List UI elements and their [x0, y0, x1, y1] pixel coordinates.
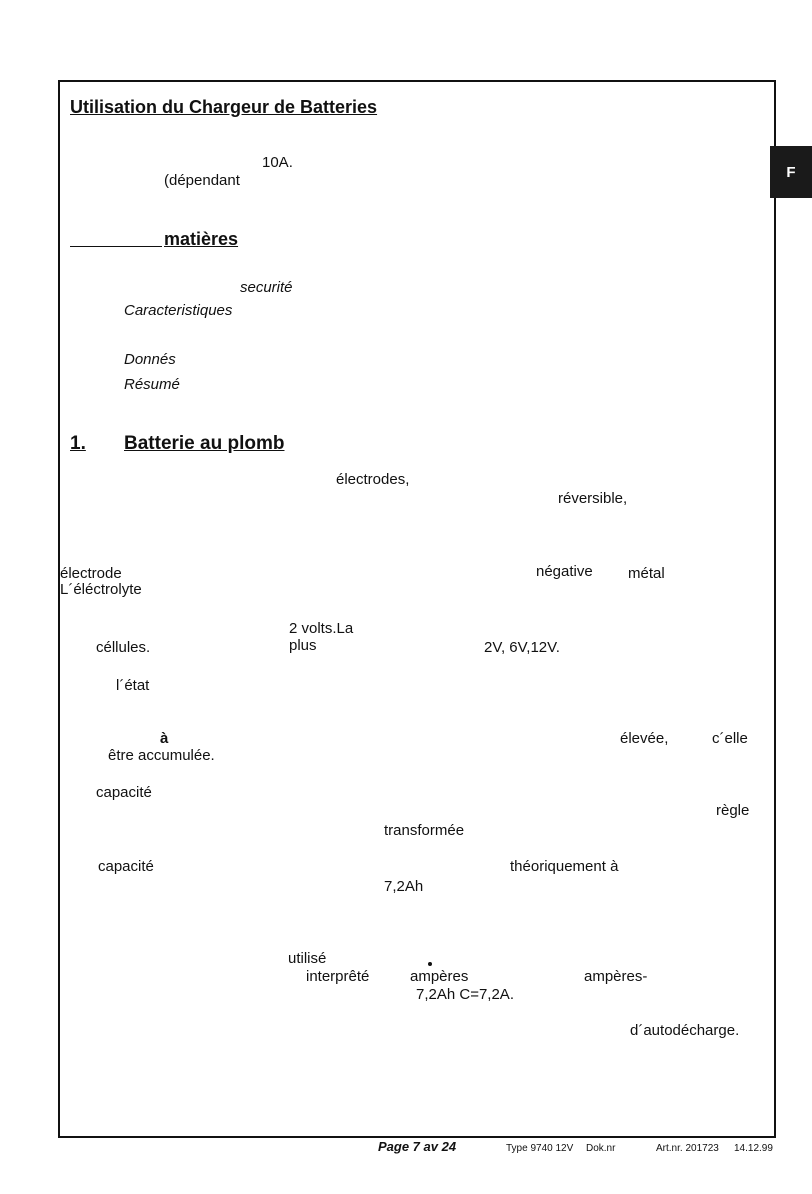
text-fragment: capacité [96, 784, 152, 801]
toc-item: securité [240, 279, 293, 296]
footer-dok: Dok.nr [586, 1143, 616, 1154]
footer-date: 14.12.99 [734, 1143, 773, 1154]
text-fragment: élevée, [620, 730, 669, 747]
toc-item: Caracteristiques [124, 302, 233, 319]
toc-heading: matières [164, 229, 239, 249]
text-fragment: 2V, 6V,12V. [484, 639, 560, 656]
text-fragment: 7,2Ah C=7,2A. [416, 986, 514, 1003]
text-fragment: interprêté [306, 968, 370, 985]
footer-type: Type 9740 12V [506, 1143, 574, 1154]
intro-dependant: (dépendant [164, 172, 240, 189]
text-fragment: règle [716, 802, 750, 819]
text-fragment: être accumulée. [108, 747, 215, 764]
footer-art: Art.nr. 201723 [656, 1143, 719, 1154]
text-fragment: théoriquement à [510, 858, 619, 875]
text-fragment: métal [628, 565, 665, 582]
section-number: 1. [70, 433, 86, 454]
ink-speck [428, 962, 432, 966]
text-fragment: utilisé [288, 950, 327, 967]
page-title: Utilisation du Chargeur de Batteries [70, 97, 378, 117]
text-fragment: 2 volts.La [289, 620, 354, 637]
section-heading: Batterie au plomb [124, 433, 285, 454]
text-fragment: c´elle [712, 730, 748, 747]
footer-page: Page 7 av 24 [378, 1139, 457, 1154]
text-fragment: ampères [410, 968, 469, 985]
toc-heading-underline [70, 246, 162, 247]
text-fragment: négative [536, 563, 593, 580]
text-fragment: ampères- [584, 968, 648, 985]
text-fragment: réversible, [558, 490, 628, 507]
text-fragment: l´état [116, 677, 150, 694]
text-fragment: électrodes, [336, 471, 410, 488]
text-fragment: capacité [98, 858, 154, 875]
language-tab: F [770, 146, 812, 198]
text-fragment: 7,2Ah [384, 878, 424, 895]
text-fragment: d´autodécharge. [630, 1022, 740, 1039]
text-fragment: à [160, 730, 169, 747]
text-fragment: transformée [384, 822, 465, 839]
toc-item: Résumé [124, 376, 180, 393]
text-fragment: L´éléctrolyte [60, 581, 142, 598]
text-fragment: plus [289, 637, 317, 654]
text-fragment: céllules. [96, 639, 151, 656]
intro-current: 10A. [262, 154, 293, 171]
text-fragment: électrode [60, 565, 122, 582]
toc-item: Donnés [124, 351, 176, 368]
